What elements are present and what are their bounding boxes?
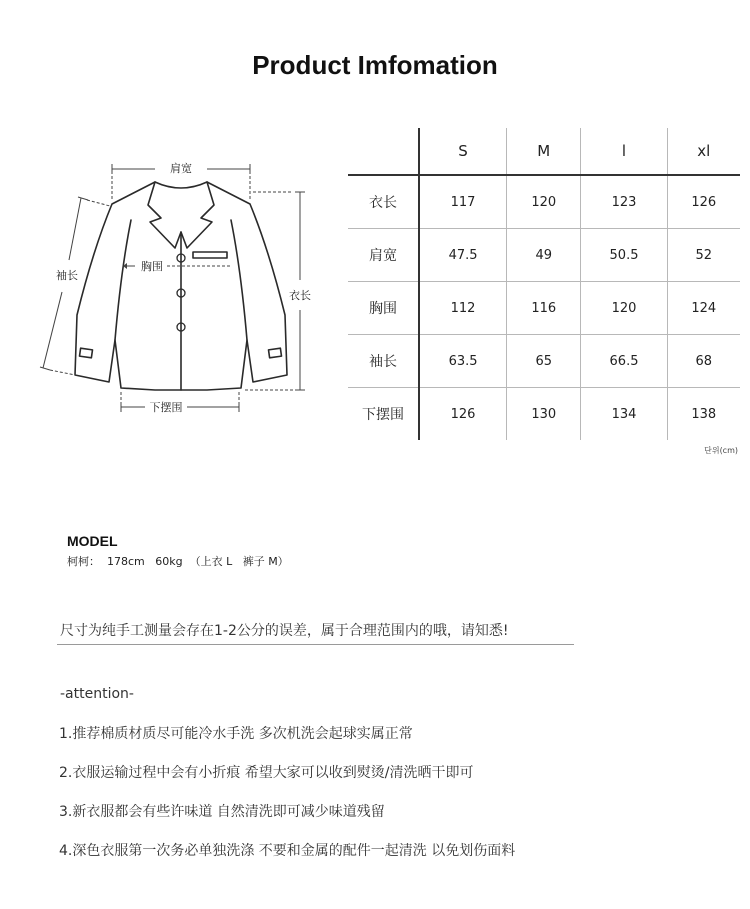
hem-label: 下摆围 xyxy=(149,401,183,414)
table-row xyxy=(348,388,740,441)
table-corner xyxy=(348,128,419,175)
shoulder-label: 肩宽 xyxy=(170,162,192,175)
jacket-measurement-diagram xyxy=(35,150,335,425)
table-cell: 117 xyxy=(419,175,507,229)
divider xyxy=(57,644,574,645)
row-label: 胸围 xyxy=(348,282,419,335)
model-info: 柯柯： 178cm 60kg （上衣 L 裤子 M） xyxy=(67,555,289,568)
measurement-note: 尺寸为纯手工测量会存在1-2公分的误差，属于合理范围内的哦，请知悉! xyxy=(60,623,509,639)
table-cell: 47.5 xyxy=(419,229,507,282)
table-cell: 68 xyxy=(667,335,740,388)
table-cell: 50.5 xyxy=(581,229,667,282)
model-heading: MODEL xyxy=(67,533,118,549)
size-chart-table xyxy=(348,128,740,440)
size-header: S xyxy=(419,128,507,175)
table-cell: 65 xyxy=(507,335,581,388)
row-label: 衣长 xyxy=(348,175,419,229)
size-header: l xyxy=(581,128,667,175)
table-cell: 126 xyxy=(667,175,740,229)
list-item: 4.深色衣服第一次务必单独洗涤 不要和金属的配件一起清洗 以免划伤面料 xyxy=(59,843,516,859)
table-cell: 112 xyxy=(419,282,507,335)
table-row xyxy=(348,282,740,335)
table-row xyxy=(348,175,740,229)
table-cell: 120 xyxy=(581,282,667,335)
row-label: 肩宽 xyxy=(348,229,419,282)
row-label: 袖长 xyxy=(348,335,419,388)
attention-heading: -attention- xyxy=(60,686,134,702)
table-cell: 49 xyxy=(507,229,581,282)
table-cell: 130 xyxy=(507,388,581,441)
list-item: 2.衣服运输过程中会有小折痕 希望大家可以收到熨烫/清洗晒干即可 xyxy=(59,765,474,781)
row-label: 下摆围 xyxy=(348,388,419,441)
table-cell: 134 xyxy=(581,388,667,441)
table-row xyxy=(348,335,740,388)
table-cell: 116 xyxy=(507,282,581,335)
length-label: 衣长 xyxy=(289,289,311,302)
table-cell: 120 xyxy=(507,175,581,229)
table-cell: 126 xyxy=(419,388,507,441)
table-cell: 63.5 xyxy=(419,335,507,388)
table-cell: 52 xyxy=(667,229,740,282)
unit-label: 단위(cm) xyxy=(704,446,738,455)
size-header: xl xyxy=(667,128,740,175)
table-cell: 124 xyxy=(667,282,740,335)
table-row xyxy=(348,229,740,282)
chest-pocket xyxy=(193,252,227,258)
sleeve-label: 袖长 xyxy=(56,269,78,282)
right-cuff xyxy=(269,348,282,358)
size-header-row xyxy=(348,128,740,175)
page-title: Product Imfomation xyxy=(252,50,498,80)
table-cell: 66.5 xyxy=(581,335,667,388)
chest-label: 胸围 xyxy=(141,260,163,273)
table-cell: 123 xyxy=(581,175,667,229)
list-item: 3.新衣服都会有些许味道 自然清洗即可减少味道残留 xyxy=(59,804,385,820)
table-cell: 138 xyxy=(667,388,740,441)
care-instructions-list xyxy=(59,724,515,880)
list-item: 1.推荐棉质材质尽可能冷水手洗 多次机洗会起球实属正常 xyxy=(59,726,413,742)
left-cuff xyxy=(80,348,93,358)
size-header: M xyxy=(507,128,581,175)
